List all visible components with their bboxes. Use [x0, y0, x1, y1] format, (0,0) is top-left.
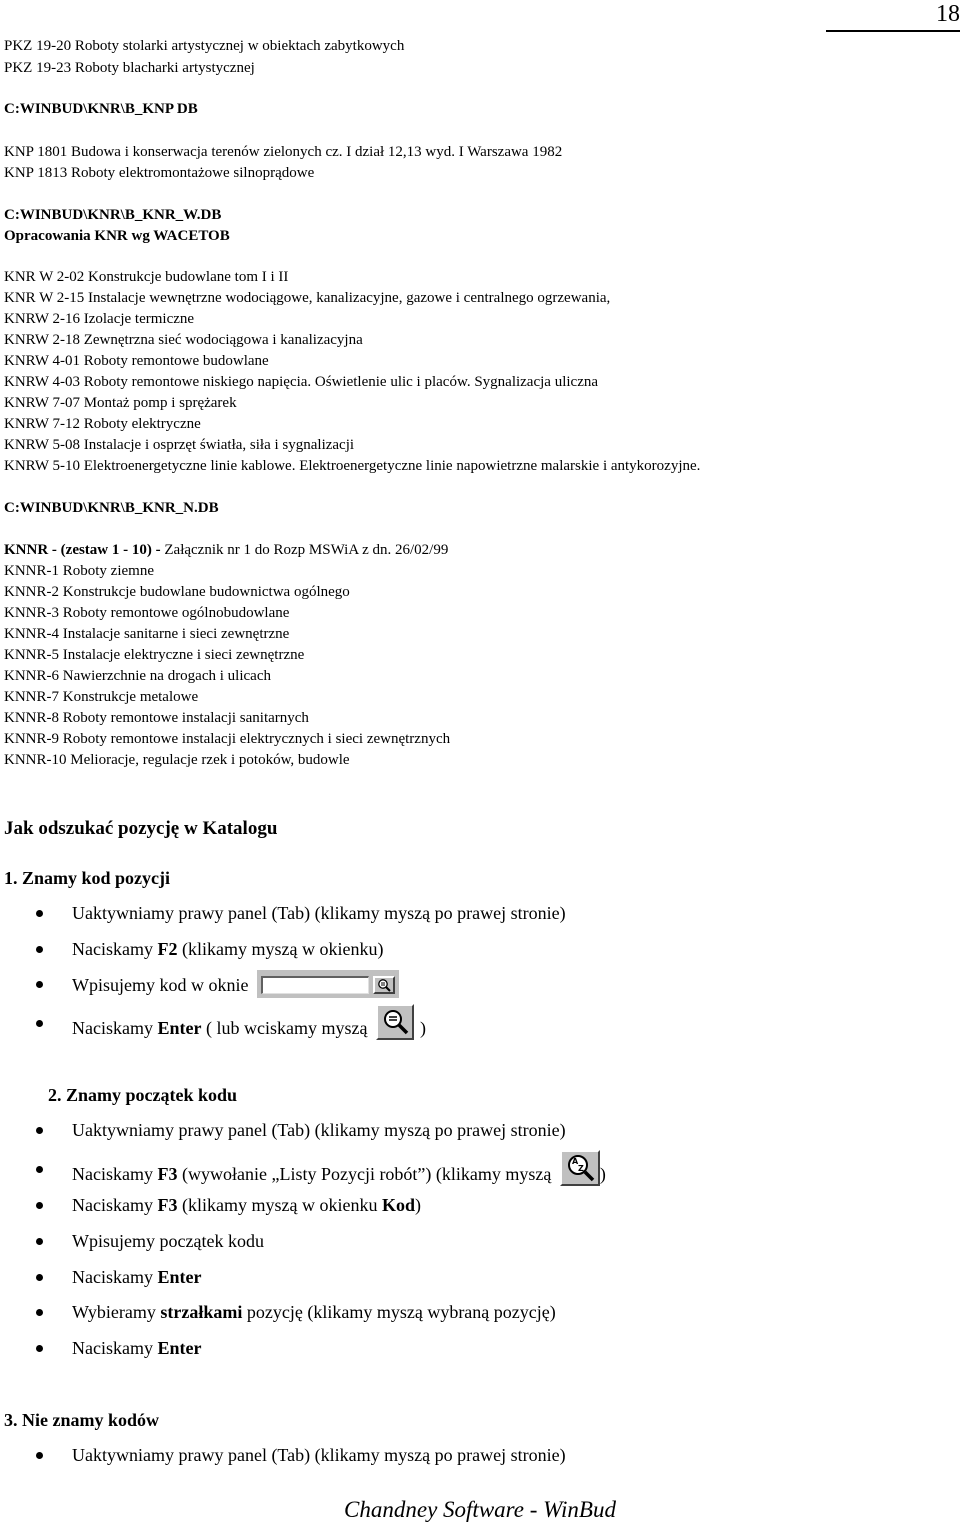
knrw-item: KNRW 4-03 Roboty remontowe niskiego napięcia. Oświetlenie ulic i placów. Sygnalizacja uliczna [4, 374, 599, 390]
list-item-text: Uaktywniamy prawy panel (Tab) (klikamy myszą po prawej stronie) [72, 903, 566, 923]
bullet-icon [36, 1127, 43, 1134]
page-footer: Chandney Software - WinBud [344, 1497, 616, 1522]
knnr-title-rest: Załącznik nr 1 do Rozp MSWiA z dn. 26/02/99 [160, 542, 449, 558]
knnr-item: KNNR-8 Roboty remontowe instalacji sanitarnych [4, 710, 309, 726]
text: (wywołanie „Listy Pozycji robót”) (klikamy myszą [177, 1164, 552, 1185]
knrw-path: C:WINBUD\KNR\B_KNR_W.DB [4, 207, 222, 223]
header-line-2: PKZ 19-23 Roboty blacharki artystycznej [4, 60, 255, 76]
knnr-item: KNNR-7 Konstrukcje metalowe [4, 689, 199, 705]
text: Naciskamy [72, 1338, 158, 1358]
list-item-text: Wpisujemy początek kodu [72, 1231, 264, 1251]
knrw-item: KNRW 4-01 Roboty remontowe budowlane [4, 353, 269, 369]
bullet-icon [36, 1238, 43, 1245]
knnr-path: C:WINBUD\KNR\B_KNR_N.DB [4, 500, 219, 516]
part3-heading: 3. Nie znamy kodów [4, 1410, 160, 1430]
key-label: F3 [157, 1164, 178, 1185]
search-button[interactable] [373, 976, 395, 994]
key-label: strzałkami [160, 1302, 243, 1322]
knnr-item: KNNR-10 Melioracje, regulacje rzek i potoków, budowle [4, 752, 350, 768]
svg-text:Z: Z [577, 1164, 584, 1173]
bullet-icon [36, 1309, 43, 1316]
magnifier-icon [375, 978, 393, 992]
knrw-item: KNRW 2-16 Izolacje termiczne [4, 311, 195, 327]
knnr-title [4, 541, 448, 559]
knnr-item: KNNR-6 Nawierzchnie na drogach i ulicach [4, 668, 271, 684]
bullet-icon [36, 1020, 43, 1027]
bullet-icon [36, 981, 43, 988]
bullet-icon [36, 1345, 43, 1352]
knrw-item: KNR W 2-15 Instalacje wewnętrzne wodociągowe, kanalizacyjne, gazowe i centralnego ogrzewania, [4, 290, 611, 306]
search-button[interactable] [376, 1004, 414, 1040]
list-item-text [72, 1194, 421, 1216]
part2-heading: 2. Znamy początek kodu [48, 1085, 238, 1105]
text: (klikamy myszą w okienku) [177, 939, 384, 959]
bullet-icon [36, 946, 43, 953]
knnr-title-bold: KNNR - (zestaw 1 - 10) - [4, 542, 161, 558]
list-item-text [72, 1012, 426, 1048]
text: pozycję (klikamy myszą wybraną pozycję) [242, 1302, 556, 1322]
key-label: Kod [381, 1195, 415, 1215]
knnr-item: KNNR-9 Roboty remontowe instalacji elektrycznych i sieci zewnętrznych [4, 731, 451, 747]
list-item-text [72, 1301, 556, 1323]
knrw-item: KNRW 7-12 Roboty elektryczne [4, 416, 201, 432]
bullet-icon [36, 1274, 43, 1281]
code-input-widget [257, 970, 400, 998]
text: Wpisujemy kod w oknie [72, 975, 249, 996]
knrw-item: KNR W 2-02 Konstrukcje budowlane tom I i II [4, 269, 289, 285]
page-number: 18 [826, 0, 960, 32]
part1-heading: 1. Znamy kod pozycji [4, 868, 171, 888]
text: Naciskamy [72, 939, 158, 959]
knrw-subtitle: Opracowania KNR wg WACETOB [4, 228, 230, 244]
list-item-text: Uaktywniamy prawy panel (Tab) (klikamy myszą po prawej stronie) [72, 1445, 566, 1465]
text: Wybieramy [72, 1302, 161, 1322]
magnifier-icon [378, 1006, 412, 1038]
key-label: Enter [157, 1267, 202, 1287]
knp-item: KNP 1801 Budowa i konserwacja terenów zielonych cz. I dział 12,13 wyd. I Warszawa 1982 [4, 144, 563, 160]
knnr-item: KNNR-4 Instalacje sanitarne i sieci zewnętrzne [4, 626, 290, 642]
knrw-item: KNRW 5-10 Elektroenergetyczne linie kablowe. Elektroenergetyczne linie napowietrzne malarskie i antykorozyjne. [4, 458, 701, 474]
list-button[interactable] [560, 1150, 600, 1186]
knp-path: C:WINBUD\KNR\B_KNP DB [4, 101, 198, 117]
code-input[interactable] [261, 976, 369, 994]
list-item-text [72, 973, 399, 1001]
list-item-text [72, 1337, 201, 1359]
text: (klikamy myszą w okienku [177, 1195, 382, 1215]
knrw-item: KNRW 5-08 Instalacje i osprzęt światła, siła i sygnalizacji [4, 437, 355, 453]
text: Naciskamy [72, 1267, 158, 1287]
key-label: Enter [157, 1018, 202, 1039]
knnr-item: KNNR-1 Roboty ziemne [4, 563, 154, 579]
knrw-item: KNRW 7-07 Montaż pomp i sprężarek [4, 395, 237, 411]
list-item-text [72, 938, 383, 960]
list-item-text: Uaktywniamy prawy panel (Tab) (klikamy myszą po prawej stronie) [72, 1120, 566, 1140]
bullet-icon [36, 1166, 43, 1173]
key-label: F3 [157, 1195, 178, 1215]
bullet-icon [36, 1452, 43, 1459]
header-line-1: PKZ 19-20 Roboty stolarki artystycznej w obiektach zabytkowych [4, 38, 405, 54]
list-az-icon [562, 1152, 598, 1184]
text: Naciskamy [72, 1195, 158, 1215]
text: ) [599, 1164, 606, 1185]
knp-item: KNP 1813 Roboty elektromontażowe silnoprądowe [4, 165, 315, 181]
guide-title: Jak odszukać pozycję w Katalogu [4, 818, 278, 839]
svg-text:A: A [571, 1157, 579, 1166]
text: ) [414, 1195, 421, 1215]
key-label: Enter [157, 1338, 202, 1358]
knnr-item: KNNR-3 Roboty remontowe ogólnobudowlane [4, 605, 290, 621]
bullet-icon [36, 1202, 43, 1209]
key-label: F2 [157, 939, 178, 959]
knnr-item: KNNR-5 Instalacje elektryczne i sieci zewnętrzne [4, 647, 305, 663]
bullet-icon [36, 910, 43, 917]
text: ( lub wciskamy myszą [201, 1018, 368, 1039]
text: ) [419, 1018, 426, 1039]
knnr-item: KNNR-2 Konstrukcje budowlane budownictwa ogólnego [4, 584, 350, 600]
list-item-text [72, 1266, 201, 1288]
list-item-text [72, 1158, 606, 1194]
text: Naciskamy [72, 1164, 158, 1185]
text: Naciskamy [72, 1018, 158, 1039]
knrw-item: KNRW 2-18 Zewnętrzna sieć wodociągowa i kanalizacyjna [4, 332, 363, 348]
